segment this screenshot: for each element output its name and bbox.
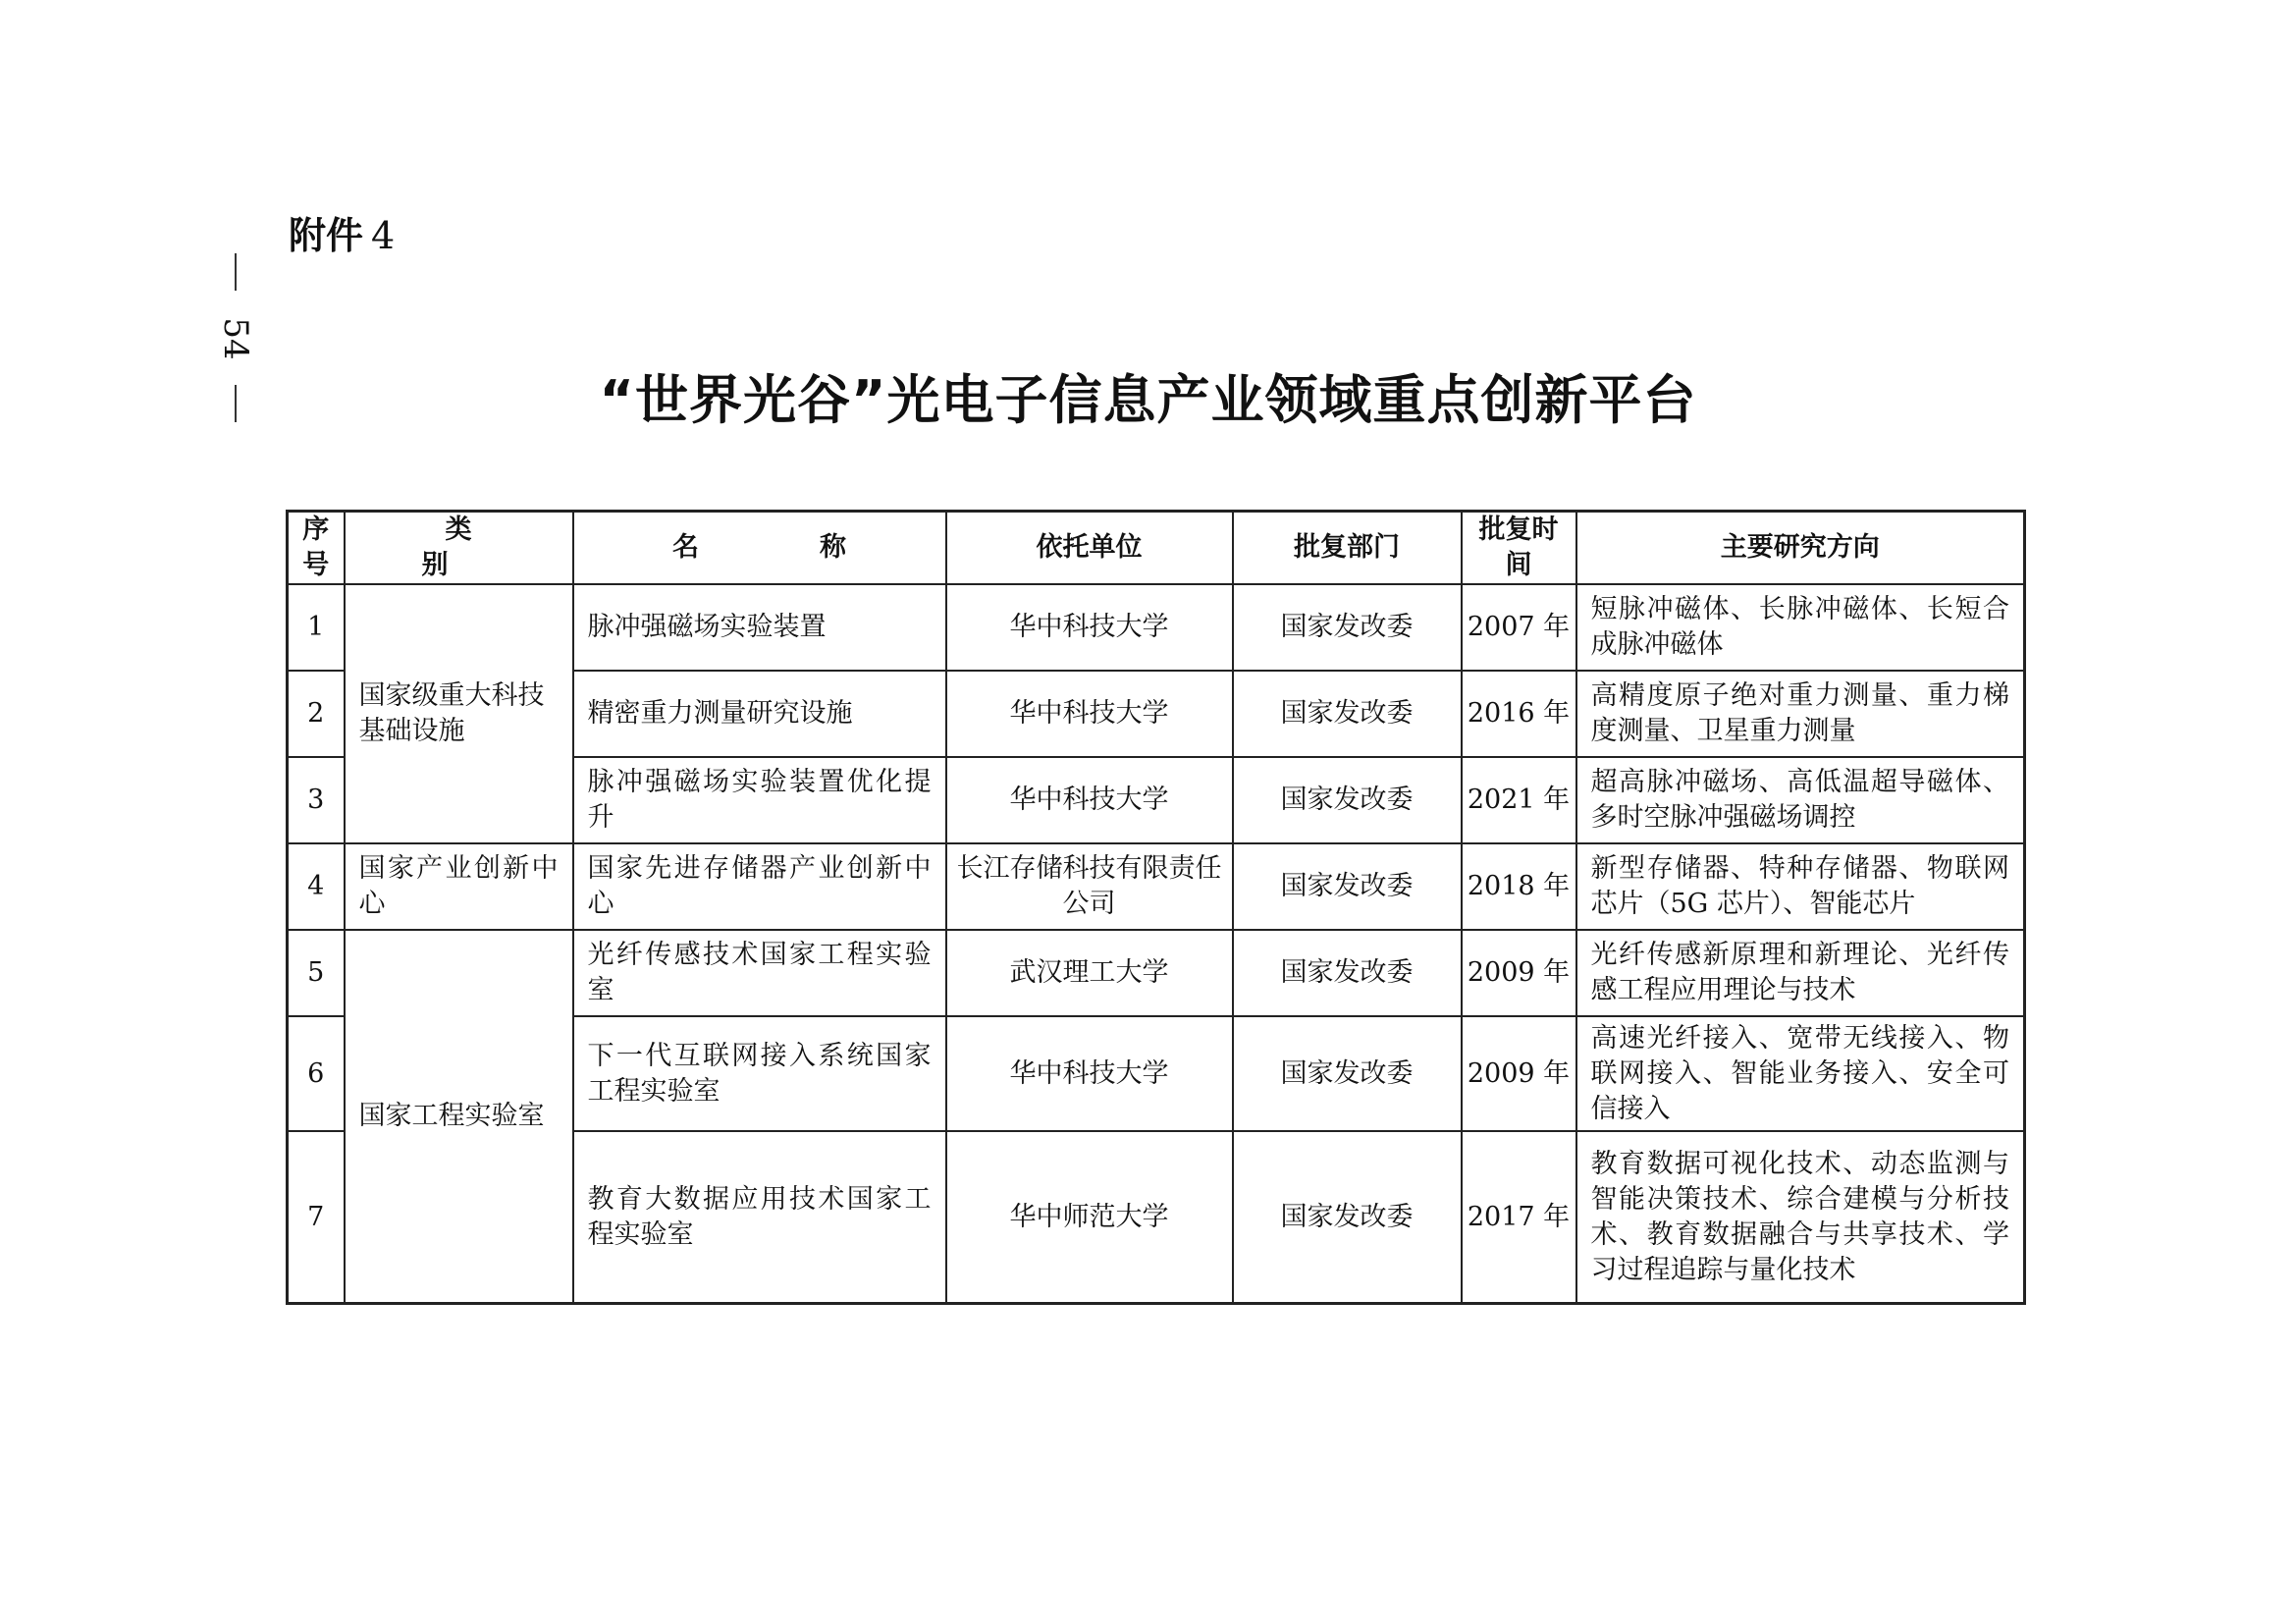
header-host-unit: 依托单位 <box>946 512 1233 585</box>
approval-year-cell: 2009 年 <box>1462 1016 1576 1131</box>
table-row <box>288 930 2025 1016</box>
approving-dept-cell: 国家发改委 <box>1233 1131 1462 1304</box>
host-unit-cell: 华中科技大学 <box>946 584 1233 671</box>
serial-no-cell: 4 <box>288 843 345 930</box>
approval-year-cell: 2016 年 <box>1462 671 1576 757</box>
category-cell: 国家产业创新中心 <box>345 843 573 930</box>
approval-year-cell: 2009 年 <box>1462 930 1576 1016</box>
approving-dept-cell: 国家发改委 <box>1233 671 1462 757</box>
host-unit-cell: 华中科技大学 <box>946 757 1233 843</box>
serial-no-cell: 6 <box>288 1016 345 1131</box>
attachment-word: 附件 <box>289 214 364 257</box>
host-unit-cell: 华中科技大学 <box>946 1016 1233 1131</box>
platform-name-cell: 下一代互联网接入系统国家工程实验室 <box>573 1016 946 1131</box>
research-direction-cell: 短脉冲磁体、长脉冲磁体、长短合成脉冲磁体 <box>1576 584 2025 671</box>
attachment-number: 4 <box>371 214 396 257</box>
research-direction-cell: 教育数据可视化技术、动态监测与智能决策技术、综合建模与分析技术、教育数据融合与共享技术、学习过程追踪与量化技术 <box>1576 1131 2025 1304</box>
table-row <box>288 843 2025 930</box>
approval-year-cell: 2007 年 <box>1462 584 1576 671</box>
header-serial-no: 序号 <box>288 512 345 585</box>
header-research-direction: 主要研究方向 <box>1576 512 2025 585</box>
approving-dept-cell: 国家发改委 <box>1233 757 1462 843</box>
host-unit-cell: 华中科技大学 <box>946 671 1233 757</box>
header-approving-dept: 批复部门 <box>1233 512 1462 585</box>
platform-name-cell: 脉冲强磁场实验装置 <box>573 584 946 671</box>
document-title: “世界光谷”光电子信息产业领域重点创新平台 <box>599 369 1697 431</box>
header-name: 名 称 <box>573 512 946 585</box>
serial-no-cell: 1 <box>288 584 345 671</box>
research-direction-cell: 超高脉冲磁场、高低温超导磁体、多时空脉冲强磁场调控 <box>1576 757 2025 843</box>
research-direction-cell: 新型存储器、特种存储器、物联网芯片（5G 芯片）、智能芯片 <box>1576 843 2025 930</box>
page-number-rule-top <box>235 253 237 291</box>
category-cell: 国家工程实验室 <box>345 930 573 1304</box>
attachment-label <box>289 208 395 263</box>
page-number: 54 <box>216 317 255 360</box>
research-direction-cell: 高速光纤接入、宽带无线接入、物联网接入、智能业务接入、安全可信接入 <box>1576 1016 2025 1131</box>
serial-no-cell: 5 <box>288 930 345 1016</box>
approval-year-cell: 2018 年 <box>1462 843 1576 930</box>
platform-name-cell: 脉冲强磁场实验装置优化提升 <box>573 757 946 843</box>
host-unit-cell: 长江存储科技有限责任公司 <box>946 843 1233 930</box>
platform-name-cell: 国家先进存储器产业创新中心 <box>573 843 946 930</box>
research-direction-cell: 高精度原子绝对重力测量、重力梯度测量、卫星重力测量 <box>1576 671 2025 757</box>
approval-year-cell: 2021 年 <box>1462 757 1576 843</box>
platform-name-cell: 光纤传感技术国家工程实验室 <box>573 930 946 1016</box>
serial-no-cell: 3 <box>288 757 345 843</box>
approving-dept-cell: 国家发改委 <box>1233 1016 1462 1131</box>
platform-name-cell: 教育大数据应用技术国家工程实验室 <box>573 1131 946 1304</box>
serial-no-cell: 2 <box>288 671 345 757</box>
table-header-row <box>288 512 2025 585</box>
header-approval-year: 批复时间 <box>1462 512 1576 585</box>
serial-no-cell: 7 <box>288 1131 345 1304</box>
approving-dept-cell: 国家发改委 <box>1233 584 1462 671</box>
research-direction-cell: 光纤传感新原理和新理论、光纤传感工程应用理论与技术 <box>1576 930 2025 1016</box>
platform-name-cell: 精密重力测量研究设施 <box>573 671 946 757</box>
table-row <box>288 584 2025 671</box>
header-category: 类 别 <box>345 512 573 585</box>
approving-dept-cell: 国家发改委 <box>1233 843 1462 930</box>
innovation-platform-table <box>286 510 2026 1305</box>
approval-year-cell: 2017 年 <box>1462 1131 1576 1304</box>
host-unit-cell: 武汉理工大学 <box>946 930 1233 1016</box>
approving-dept-cell: 国家发改委 <box>1233 930 1462 1016</box>
category-cell: 国家级重大科技基础设施 <box>345 584 573 843</box>
host-unit-cell: 华中师范大学 <box>946 1131 1233 1304</box>
